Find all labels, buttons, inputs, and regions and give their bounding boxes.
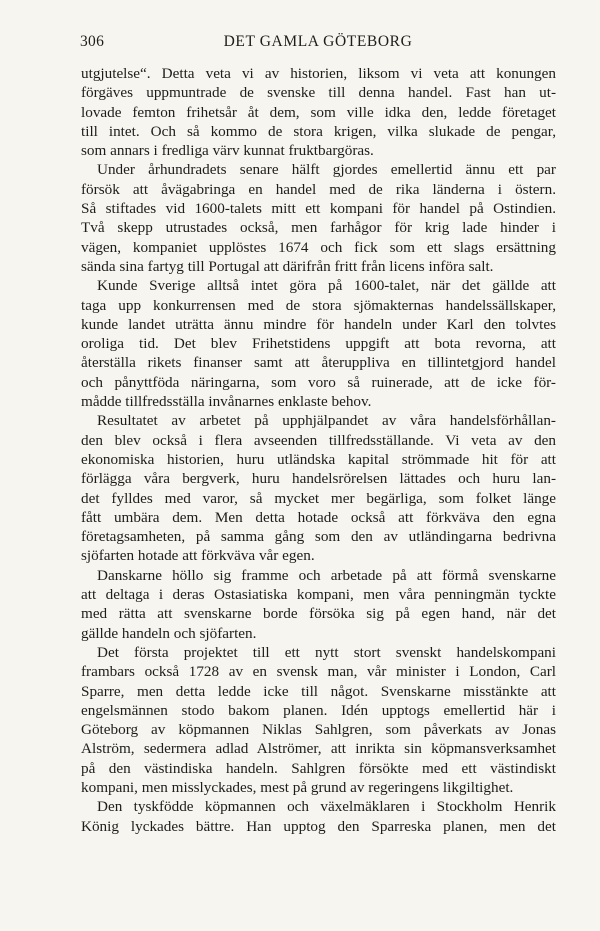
- text-line: Två skepp utrustades också, men farhågor för krig lade hinder i: [81, 219, 556, 237]
- text-line: försök att åvägabringa en handel med de rika länderna i östern.: [81, 180, 556, 198]
- text-line: ekonomiska historien, huru utländska kapital strömmade hit för att: [81, 450, 556, 468]
- text-line: Kunde Sverige alltså intet göra på 1600-talet, när det gällde att: [97, 277, 556, 295]
- text-line: frambars också 1728 av en svensk man, vår minister i London, Carl: [81, 663, 556, 681]
- text-line: taga upp konkurrensen med de stora sjömakternas handelssällskaper,: [81, 296, 556, 314]
- text-line: kunde landet uträtta ännu mindre för handeln under Karl den tolvtes: [81, 315, 556, 333]
- text-line: mådde tillfredsställa invånarnes enklaste behov.: [81, 393, 372, 411]
- body-text: [81, 64, 556, 836]
- paragraph: [81, 566, 556, 643]
- text-line: utgjutelse“. Detta veta vi av historien, liksom vi veta att konungen: [81, 65, 556, 82]
- text-line: Resultatet av arbetet på upphjälpandet av våra handelsförhållan-: [97, 412, 556, 430]
- text-line: Alström, sedermera adlad Alströmer, att inrikta sin köpmansverksamhet: [81, 740, 556, 758]
- text-line: König lyckades bättre. Han upptog den Sparreska planen, men det: [81, 817, 556, 835]
- paragraph: [81, 411, 556, 565]
- text-line: med rätta att svenskarne borde försöka sig på egen hand, när det: [81, 605, 556, 623]
- text-line: oroliga tid. Det blev Frihetstidens uppgift att bota revorna, att: [81, 335, 556, 353]
- paragraph: [81, 797, 556, 836]
- text-line: lovade femton frihetsår åt dem, som ville idka den, ledde företaget: [81, 103, 556, 121]
- text-line: Så stiftades vid 1600-talets mitt ett kompani för handel på Ostindien.: [81, 200, 556, 218]
- text-line: kompani, men misslyckades, mest på grund av regeringens likgiltighet.: [81, 778, 514, 796]
- text-line: Göteborg av köpmannen Niklas Sahlgren, som påverkats av Jonas: [81, 721, 556, 739]
- text-line: den blev också i flera avseenden tillfredsställande. Vi veta av den: [81, 431, 556, 449]
- text-line: Den tyskfödde köpmannen och växelmäklaren i Stockholm Henrik: [97, 798, 556, 816]
- text-line: Det första projektet till ett nytt stort svenskt handelskompani: [97, 643, 556, 661]
- text-line: det fylldes med varor, så mycket mer begärliga, som folket länge: [81, 489, 556, 507]
- text-line: Danskarne höllo sig framme och arbetade på att förmå svenskarne: [97, 566, 556, 584]
- text-line: företagsamheten, på samma gång som den av utländingarna bedrivna: [81, 528, 556, 546]
- text-line: Under århundradets senare hälft gjordes emellertid ännu ett par: [97, 161, 556, 179]
- text-line: fått umbära dem. Men detta hotade också att förkväva den egna: [81, 508, 556, 526]
- page-number: 306: [80, 33, 105, 50]
- text-line: vägen, kompaniet upplöstes 1674 och fick som ett slags ersättning: [81, 238, 556, 256]
- paragraph: [81, 160, 556, 276]
- text-line: på den västindiska handeln. Sahlgren försökte med ett västindiskt: [81, 759, 556, 777]
- text-line: till intet. Och så kommo de stora krigen, vilka slukade de pengar,: [81, 122, 556, 140]
- text-line: sjöfarten hotade att förkväva vår egen.: [81, 547, 315, 565]
- text-line: förgäves uppmuntrade de svenske till denna handel. Fast han ut-: [81, 84, 556, 102]
- paragraph: [81, 276, 556, 411]
- text-line: engelsmännen stodo bakom planen. Idén upptogs emellertid här i: [81, 701, 556, 719]
- text-line: att deltaga i deras Ostasiatiska kompani, men våra penningmän tyckte: [81, 586, 556, 604]
- text-line: sända sina fartyg till Portugal att därifrån fritt från licens införa salt.: [81, 257, 494, 275]
- text-line: Sparre, men detta ledde icke till något. Svenskarne misstänkte att: [81, 682, 556, 700]
- text-line: som annars i fredliga värv kunnat fruktbargöras.: [81, 142, 374, 160]
- paragraph: [81, 64, 556, 160]
- running-title: DET GAMLA GÖTEBORG: [223, 33, 413, 50]
- text-line: gällde handeln och sjöfarten.: [81, 624, 257, 642]
- text-line: förlägga våra bergverk, huru handelsrörelsen lättades och huru lan-: [81, 470, 556, 488]
- text-line: återställa rikets finanser samt att återuppliva en tillintetgjord handel: [81, 354, 556, 372]
- text-line: och pånyttföda näringarna, som voro så ruinerade, att de icke för-: [81, 373, 556, 391]
- page-header: [80, 33, 556, 55]
- paragraph: [81, 643, 556, 797]
